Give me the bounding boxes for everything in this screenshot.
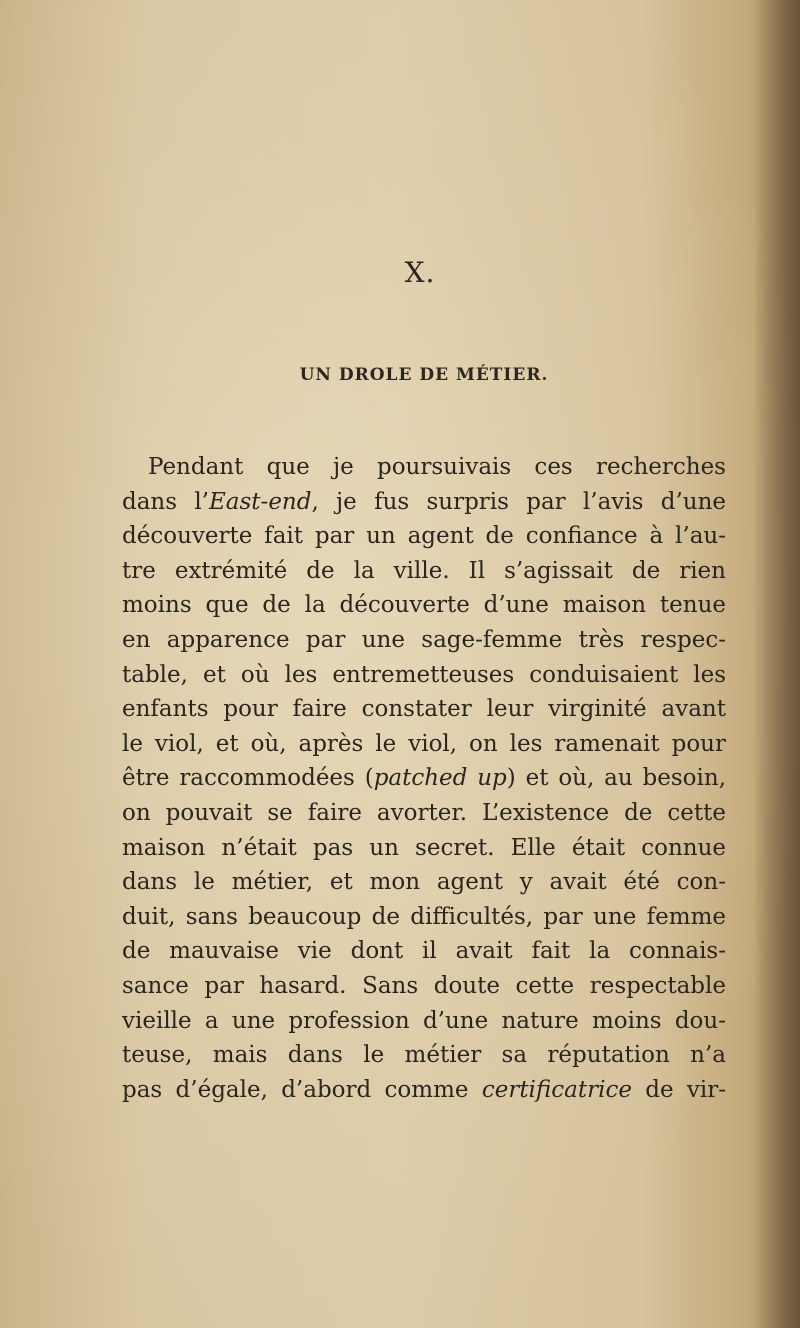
italic-term: East-end xyxy=(209,488,312,515)
text-line: Pendant que je poursuivais ces recherches xyxy=(148,454,726,480)
text-line: être raccommodées (patched up) et où, au besoin, xyxy=(122,765,726,792)
italic-term: certificatrice xyxy=(481,1076,632,1103)
text-line: le viol, et où, après le viol, on les ramenait pour xyxy=(122,730,726,757)
text-line: de mauvaise vie dont il avait fait la connais- xyxy=(122,938,726,965)
text-line: pas d’égale, d’abord comme certificatrice de vir- xyxy=(122,1076,726,1103)
text-line: vieille a une profession d’une nature moins dou- xyxy=(122,1007,726,1034)
text-line: en apparence par une sage-femme très respec- xyxy=(122,626,726,653)
text-line: table, et où les entremetteuses conduisaient les xyxy=(122,661,726,688)
italic-term: patched up xyxy=(373,765,507,792)
chapter-title: UN DROLE DE MÉTIER. xyxy=(299,365,549,385)
text-line: dans l’East-end, je fus surpris par l’avis d’une xyxy=(122,488,726,515)
text-line: moins que de la découverte d’une maison tenue xyxy=(122,592,726,619)
text-line: découverte fait par un agent de confiance à l’au- xyxy=(122,523,726,550)
text-line: enfants pour faire constater leur virginité avant xyxy=(122,696,726,723)
text-line: maison n’était pas un secret. Elle était connue xyxy=(122,834,726,861)
text-line: teuse, mais dans le métier sa réputation n’a xyxy=(122,1042,726,1069)
body-paragraph xyxy=(122,450,726,1107)
text-line: tre extrémité de la ville. Il s’agissait de rien xyxy=(122,557,726,584)
chapter-number: X. xyxy=(404,256,436,289)
text-line: sance par hasard. Sans doute cette respectable xyxy=(122,972,726,999)
text-line: on pouvait se faire avorter. L’existence de cette xyxy=(122,799,726,826)
text-line: dans le métier, et mon agent y avait été con- xyxy=(122,869,726,896)
text-line: duit, sans beaucoup de difficultés, par une femme xyxy=(122,903,726,930)
